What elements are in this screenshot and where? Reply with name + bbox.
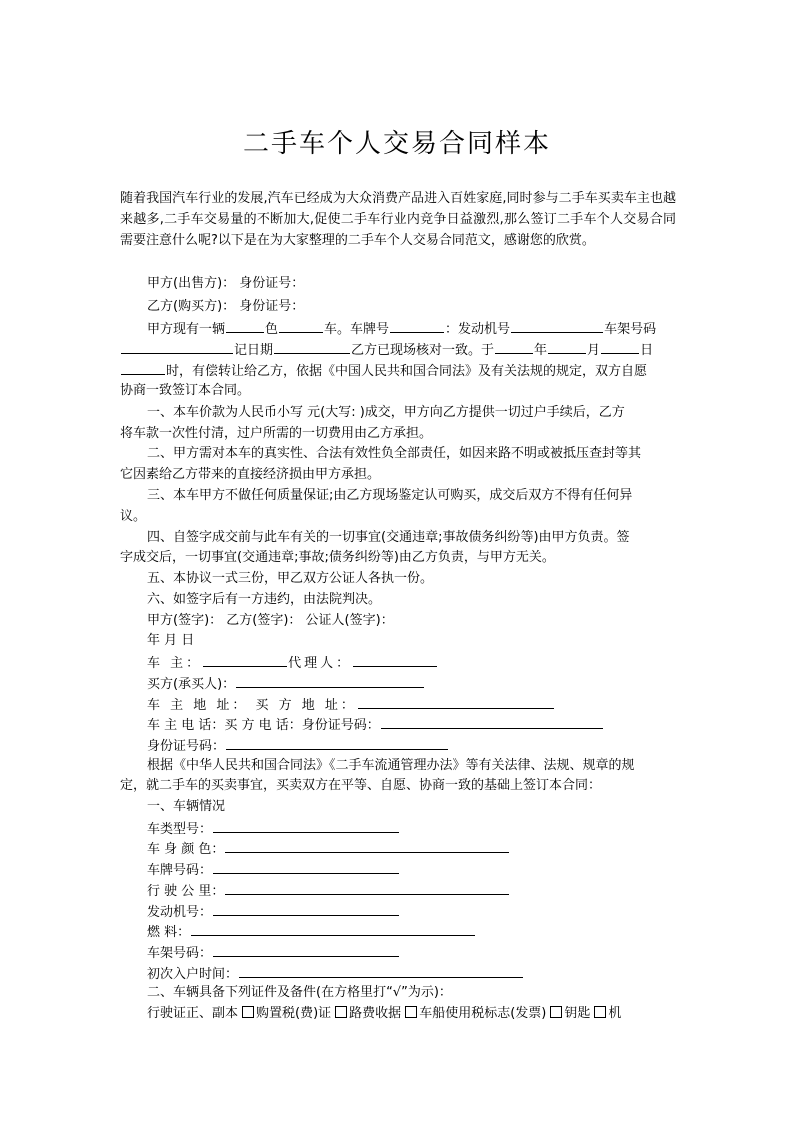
vehicle-text: 甲方现有一辆 [147,322,226,337]
vehicle-text: 车架号码 [604,322,657,337]
plate-line [147,859,400,881]
party-b-line: 乙方(购买方)： 身份证号： [147,299,305,314]
checkbox[interactable] [594,1006,606,1018]
blank [279,318,323,333]
buyer-blank [236,673,424,688]
fuel-label: 燃 料： [147,925,191,940]
agent-blank [353,652,437,667]
address-line [147,694,555,716]
party-a-line: 甲方(出售方)： 身份证号： [147,276,305,291]
section-2-heading: 二、车辆具备下列证件及备件(在方格里打“√”为示)： [147,985,452,1000]
checkbox[interactable] [550,1006,562,1018]
clause-4-line-2: 字成交后，一切事宜(交通违章;事故;债务纠纷等)由乙方负责，与甲方无关。 [120,550,555,565]
vehicle-line-4: 协商一致签订本合同。 [120,383,251,398]
vehicle-text: ：发动机号 [445,322,511,337]
clause-1-line-1: 一、本车价款为人民币小写 元(大写: )成交，甲方向乙方提供一切过户手续后，乙方 [147,405,625,420]
doc-label: 机 [608,1006,622,1021]
color-line [147,838,510,860]
vin-label: 车架号码： [147,946,213,961]
fuel-blank [191,921,475,936]
first-reg-blank [239,963,523,978]
vehicle-text: 乙方已现场核对一致。于 [351,343,495,358]
vehicle-line-2 [120,339,653,361]
vehicle-text: 记日期 [234,343,274,358]
vehicle-text: 月 [587,343,601,358]
mileage-label: 行 驶 公 里： [147,884,225,899]
owner-agent-line [147,652,438,674]
signature-line: 甲方(签字)： 乙方(签字)： 公证人(签字)： [147,613,394,628]
clause-3-line-1: 三、本车甲方不做任何质量保证;由乙方现场鉴定认可购买，成交后双方不得有任何异 [147,488,633,503]
first-reg-line [147,963,524,985]
plate-label: 车牌号码： [147,863,213,878]
clause-2-line-1: 二、甲方需对本车的真实性、合法有效性负全部责任，如因来路不明或被抵压查封等其 [147,446,642,461]
doc-label: 车船使用税标志(发票) [419,1006,547,1021]
blank [226,318,264,333]
document-title: 二手车个人交易合同样本 [242,129,551,159]
address-label: 车 主 地 址： 买 方 地 址： [147,698,357,713]
doc-label: 购置税(费)证 [256,1006,332,1021]
vehicle-text: 年 [534,343,548,358]
owner-blank [203,652,287,667]
clause-5-line: 五、本协议一式三份，甲乙双方公证人各执一份。 [147,571,434,586]
documents-checklist [147,1004,621,1024]
blank [511,318,603,333]
address-blank [358,694,554,709]
vehicle-text: 时，有偿转让给乙方，依据《中国人民共和国合同法》及有关法规的规定，双方自愿 [166,364,648,379]
vehicle-line-1 [147,318,656,340]
phone-blank [381,714,603,729]
blank [121,339,233,354]
blank [601,339,639,354]
checkbox[interactable] [405,1006,417,1018]
intro-paragraph: 随着我国汽车行业的发展,汽车已经成为大众消费产品进入百姓家庭,同时参与二手车买卖车主也越来越多,二手车交易量的不断加大,促使二手车行业内竞争日益激烈,那么签订二手车个人交易合同需要注意什么呢?以下是在为大家整理的二手车个人交易合同范文，感谢您的欣赏。 [120,191,676,248]
model-line [147,818,400,840]
agent-label: 代理人： [288,656,353,671]
vin-line [147,942,400,964]
id-label: 身份证号码： [147,739,226,754]
model-blank [213,818,399,833]
color-label: 车 身 颜 色： [147,842,225,857]
section-1-heading: 一、车辆情况 [147,799,226,814]
blank [495,339,533,354]
engine-line [147,901,400,923]
id-blank [226,735,448,750]
model-label: 车类型号： [147,822,213,837]
clause-3-line-2: 议。 [120,509,147,524]
color-blank [225,838,509,853]
buyer-line [147,673,425,695]
vehicle-text: 色 [265,322,279,337]
phone-line [147,714,604,736]
doc-label: 行驶证正、副本 [147,1006,239,1021]
checkbox[interactable] [335,1006,347,1018]
fuel-line [147,921,476,943]
clause-4-line-1: 四、自签字成交前与此车有关的一切事宜(交通违章;事故债务纠纷等)由甲方负责。签 [147,530,630,545]
engine-label: 发动机号： [147,905,213,920]
checkbox[interactable] [242,1006,254,1018]
phone-label: 车 主 电 话：买 方 电 话：身份证号码： [147,718,380,733]
first-reg-label: 初次入户时间： [147,967,239,982]
blank [390,318,444,333]
plate-blank [213,859,399,874]
vehicle-text: 车。车牌号 [324,322,390,337]
clause-6-line: 六、如签字后有一方违约，由法院判决。 [147,592,382,607]
blank [274,339,350,354]
clause-1-line-2: 将车款一次性付清，过户所需的一切费用由乙方承担。 [120,426,433,441]
buyer-label: 买方(承买人)： [147,677,236,692]
id-line [147,735,449,757]
date-line: 年 月 日 [147,633,195,648]
mileage-blank [225,880,509,895]
doc-label: 钥匙 [564,1006,591,1021]
contract2-intro-1: 根据《中华人民共和国合同法》《二手车流通管理办法》等有关法律、法规、规章的规 [147,758,635,773]
owner-label: 车 主： [147,656,203,671]
blank [121,360,165,375]
vehicle-text: 日 [640,343,654,358]
vehicle-line-3 [120,360,647,382]
clause-2-line-2: 它因素给乙方带来的直接经济损由甲方承担。 [120,467,381,482]
blank [548,339,586,354]
mileage-line [147,880,510,902]
vin-blank [213,942,399,957]
doc-label: 路费收据 [349,1006,402,1021]
contract2-intro-2: 定，就二手车的买卖事宜，买卖双方在平等、自愿、协商一致的基础上签订本合同： [120,778,602,793]
engine-blank [213,901,399,916]
